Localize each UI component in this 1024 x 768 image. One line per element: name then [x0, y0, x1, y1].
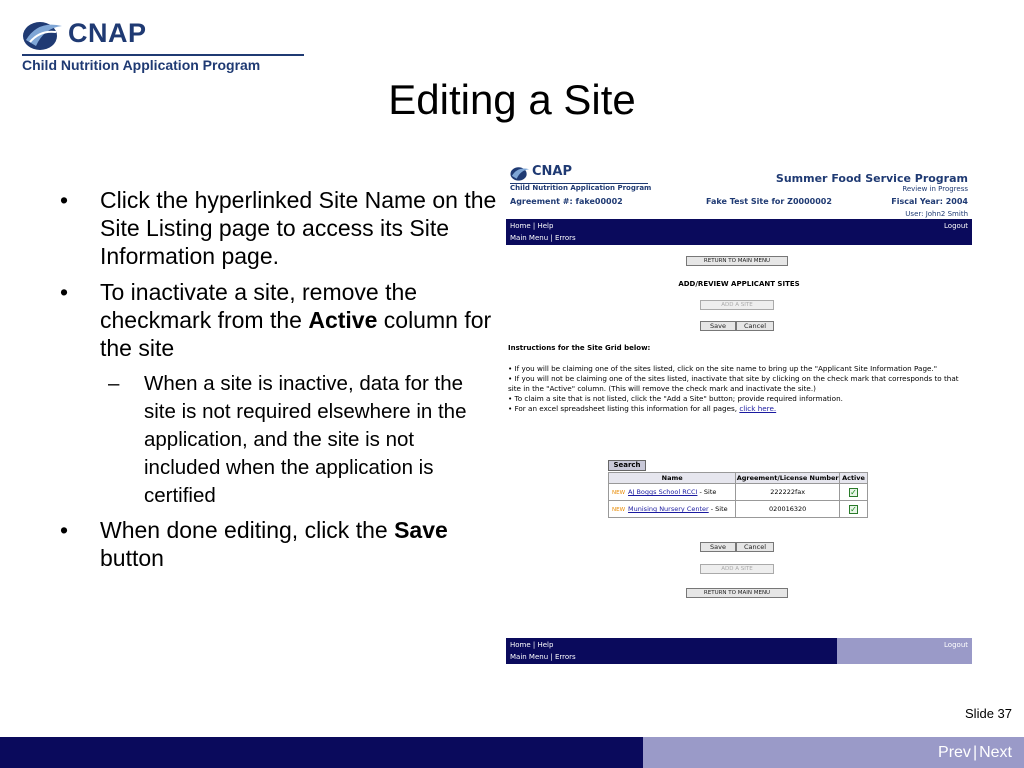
app-logo — [510, 164, 650, 194]
bullet-item — [60, 278, 500, 362]
logo-wordmark: CNAP — [68, 18, 147, 48]
instruction-item: • To claim a site that is not listed, click the "Add a Site" button; provide required information. — [508, 394, 843, 403]
bullet-list — [60, 186, 500, 580]
slide-title: Editing a Site — [388, 76, 636, 123]
agreement-number-cell: 222222fax — [736, 484, 840, 501]
sub-bullet-item — [98, 370, 500, 510]
logout-link[interactable]: Logout — [944, 641, 968, 649]
bullet-item — [60, 186, 500, 270]
cnap-swoosh-icon — [22, 16, 64, 52]
footer-nav — [938, 744, 1012, 762]
bottom-nav-bar — [506, 638, 972, 664]
bullet-text: When done editing, click the — [100, 517, 395, 543]
bullet-marker: • — [60, 517, 69, 543]
nav-separator: | — [972, 744, 978, 761]
next-link[interactable]: Next — [979, 744, 1012, 761]
instructions-heading: Instructions for the Site Grid below: — [508, 344, 651, 352]
active-cell — [840, 484, 868, 501]
app-logo-subtitle: Child Nutrition Application Program — [510, 184, 652, 192]
return-main-menu-button[interactable]: RETURN TO MAIN MENU — [686, 256, 788, 266]
app-logo-wordmark: CNAP — [532, 164, 573, 179]
save-button[interactable]: Save — [700, 321, 736, 331]
search-button[interactable]: Search — [608, 460, 646, 471]
cnap-swoosh-icon — [510, 164, 530, 182]
prev-link[interactable]: Prev — [938, 744, 971, 761]
site-name-link[interactable]: AJ Boggs School RCCI — [628, 488, 698, 496]
fiscal-year: Fiscal Year: 2004 — [891, 197, 968, 206]
table-row — [609, 484, 868, 501]
cancel-button[interactable]: Cancel — [736, 321, 774, 331]
instruction-item: • If you will be claiming one of the sites listed, click on the site name to bring up the "Applicant Site Information Page." — [508, 364, 938, 373]
nav-main-menu-errors-link[interactable]: Main Menu | Errors — [510, 653, 576, 661]
bullet-marker: • — [60, 187, 69, 213]
site-suffix: - Site — [708, 505, 728, 513]
column-header-active: Active — [840, 473, 868, 484]
logo-divider — [22, 54, 304, 56]
slide-number: Slide 37 — [965, 706, 1012, 721]
add-site-button[interactable]: ADD A SITE — [700, 300, 774, 310]
app-screenshot — [506, 160, 972, 668]
nav-home-help-link[interactable]: Home | Help — [510, 641, 554, 649]
logo-subtitle: Child Nutrition Application Program — [22, 57, 261, 73]
site-name-label: Fake Test Site for Z0000002 — [706, 197, 832, 206]
site-suffix: - Site — [697, 488, 717, 496]
bullet-text: To inactivate a site, remove the checkmark from the — [100, 279, 418, 333]
name-cell — [609, 484, 736, 501]
agreement-number-cell: 020016320 — [736, 501, 840, 518]
page-heading: ADD/REVIEW APPLICANT SITES — [678, 280, 800, 288]
name-cell — [609, 501, 736, 518]
bullet-bold-text: Save — [394, 517, 448, 543]
bullet-marker: • — [60, 279, 69, 305]
cancel-button-bottom[interactable]: Cancel — [736, 542, 774, 552]
column-header-agreement: Agreement/License Number — [736, 474, 839, 482]
table-row — [609, 501, 868, 518]
new-badge: NEW — [612, 490, 626, 496]
user-label: User: John2 Smith — [905, 210, 968, 218]
nav-main-menu-errors-link[interactable]: Main Menu | Errors — [510, 234, 576, 242]
active-checkbox[interactable]: ✓ — [850, 504, 857, 514]
return-main-menu-button-bottom[interactable]: RETURN TO MAIN MENU — [686, 588, 788, 598]
excel-link[interactable]: click here. — [739, 404, 777, 413]
add-site-button-bottom[interactable]: ADD A SITE — [700, 564, 774, 574]
site-grid — [608, 472, 868, 518]
nav-home-help-link[interactable]: Home | Help — [510, 222, 554, 230]
bullet-text: Click the hyperlinked Site Name on the Site Listing page to access its Site Information page. — [100, 187, 497, 269]
cnap-logo — [22, 14, 308, 72]
active-checkbox[interactable]: ✓ — [850, 487, 857, 497]
agreement-number: Agreement #: fake00002 — [510, 197, 623, 206]
bullet-bold-text: Active — [308, 307, 378, 333]
instructions-list — [508, 364, 970, 414]
save-button-bottom[interactable]: Save — [700, 542, 736, 552]
instruction-item — [508, 404, 970, 414]
bullet-item — [60, 516, 500, 572]
instruction-text: • For an excel spreadsheet listing this information for all pages, — [508, 404, 740, 413]
sub-bullet-marker: – — [108, 372, 120, 395]
instruction-item: • If you will not be claiming one of the sites listed, inactivate that site by clicking on the check mark that corresponds to that site in the "Active" column. (This will remove the check mark and inactivate the site.) — [508, 374, 959, 393]
new-badge: NEW — [612, 507, 626, 513]
bullet-text: button — [100, 545, 164, 571]
active-cell — [840, 501, 868, 518]
program-title: Summer Food Service Program — [775, 172, 968, 185]
review-status: Review in Progress — [902, 185, 968, 193]
top-nav-bar — [506, 219, 972, 245]
site-name-link[interactable]: Munising Nursery Center — [628, 505, 709, 513]
bullet-text: column for the site — [100, 307, 492, 361]
logout-link[interactable]: Logout — [944, 222, 968, 230]
column-header-name: Name — [609, 473, 736, 484]
sub-bullet-text: When a site is inactive, data for the site is not required elsewhere in the application, and the site is not included when the application is certified — [144, 372, 467, 507]
